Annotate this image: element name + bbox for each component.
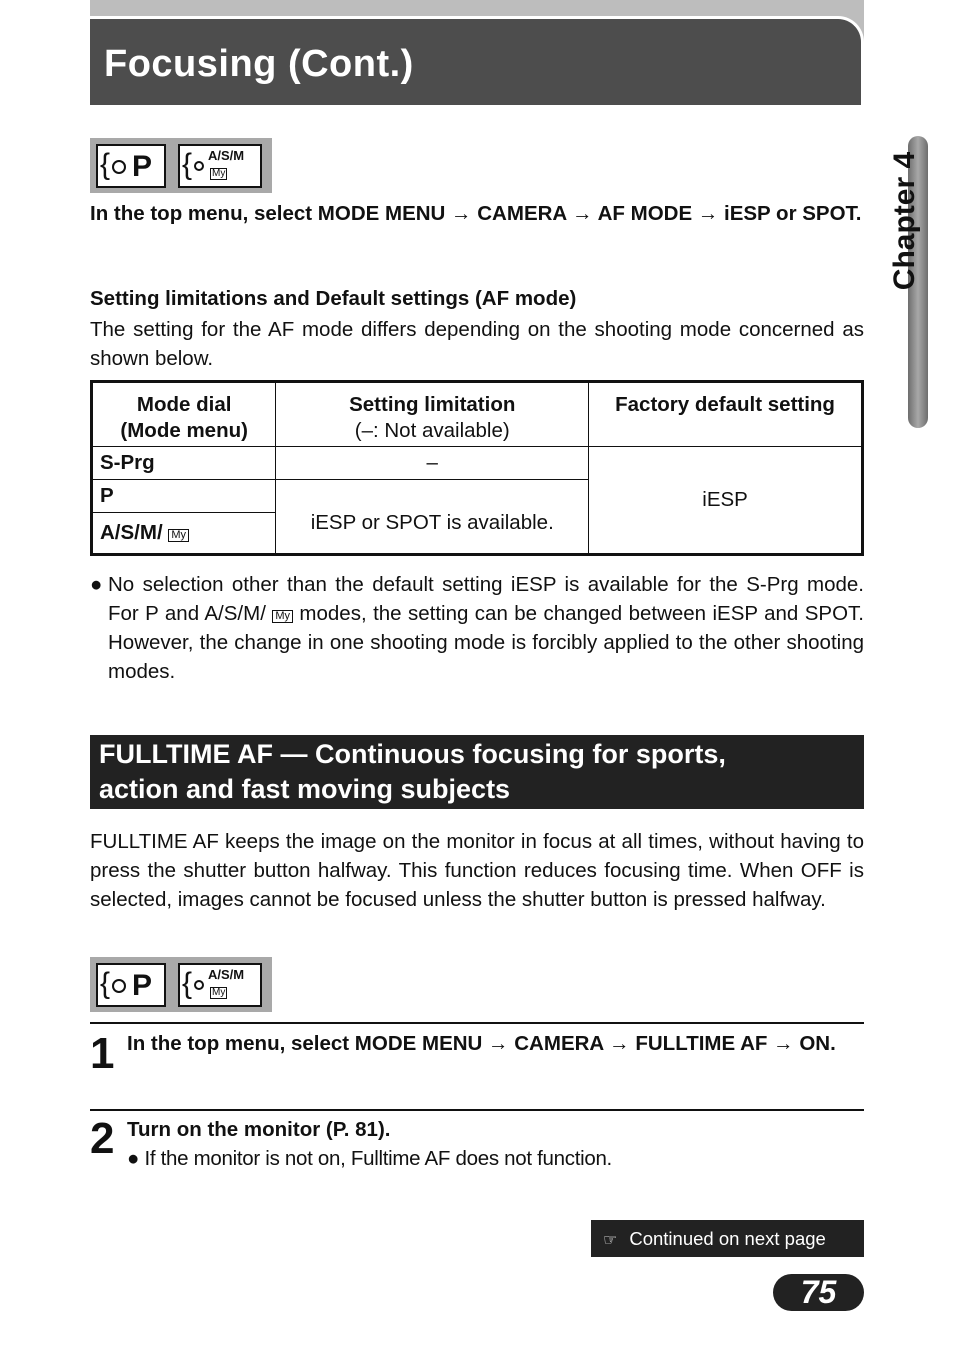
- page-number: 75: [773, 1274, 864, 1311]
- row-mode-sprg: S-Prg: [92, 447, 276, 480]
- af-mode-table: [90, 380, 864, 556]
- brace-icon: {: [182, 967, 193, 1000]
- p-mode-icon: [96, 144, 166, 188]
- asm-mode-icon: [178, 144, 262, 188]
- row-limit-sprg: –: [276, 447, 589, 480]
- pointing-hand-icon: ☞: [603, 1232, 618, 1249]
- my-mode-icon: My: [212, 987, 226, 998]
- header-factory-default: Factory default setting: [589, 382, 863, 447]
- fulltime-description: FULLTIME AF keeps the image on the monitor in focus at all times, without having to press the shutter button halfway. This function reduces focusing time. When OFF is selected, images cannot be focused unless the shutter button is pressed halfway.: [90, 830, 864, 911]
- circle-icon: [112, 979, 126, 993]
- step-2-number: 2: [90, 1114, 115, 1163]
- asm-mode-icon: [178, 963, 262, 1007]
- circle-icon: [194, 980, 204, 990]
- brace-icon: {: [100, 967, 111, 1000]
- fulltime-heading-line2: action and fast moving subjects: [99, 774, 511, 804]
- default-value-cell: iESP: [589, 447, 863, 555]
- row-mode-asm: [92, 513, 276, 555]
- note-text-part1: No selection other than the default setting iESP is available for the S-Prg mode. For P and A/S/M/: [108, 573, 864, 625]
- continued-text: Continued on next page: [629, 1228, 826, 1249]
- title-bar: [90, 0, 864, 105]
- step-1-text: In the top menu, select MODE MENU → CAMERA → FULLTIME AF → ON.: [127, 1032, 836, 1055]
- step-divider: [90, 1109, 864, 1111]
- limitations-intro: The setting for the AF mode differs depending on the shooting mode concerned as shown below.: [90, 318, 864, 370]
- step-1-number: 1: [90, 1029, 115, 1078]
- row-limit-p-asm: iESP or SPOT is available.: [276, 480, 589, 555]
- header-limitation-line2: (–: Not available): [354, 419, 510, 442]
- header-limitation-line1: Setting limitation: [349, 393, 516, 416]
- step-divider: [90, 1022, 864, 1024]
- limitations-subheading: Setting limitations and Default settings (AF mode): [90, 287, 577, 310]
- mode-dial-icons: [90, 138, 272, 193]
- bullet-icon: ●: [90, 573, 103, 596]
- brace-icon: {: [100, 148, 111, 181]
- mode-dial-icons: [90, 957, 272, 1012]
- note-text-part2: modes, the setting can be changed between iESP and SPOT. However, the change in one shooting mode is forcibly applied to the other shooting modes.: [108, 602, 864, 683]
- header-mode-dial-line1: Mode dial: [136, 393, 232, 416]
- my-mode-icon: My: [212, 168, 226, 179]
- header-setting-limitation: [276, 382, 589, 447]
- brace-icon: {: [182, 148, 193, 181]
- header-mode-dial-line2: (Mode menu): [120, 419, 248, 442]
- my-mode-icon: My: [272, 610, 293, 623]
- af-mode-instruction: In the top menu, select MODE MENU → CAMERA → AF MODE → iESP or SPOT.: [90, 202, 862, 225]
- step-2-note: ● If the monitor is not on, Fulltime AF does not function.: [127, 1147, 612, 1170]
- fulltime-heading-line1: FULLTIME AF — Continuous focusing for sports,: [99, 739, 726, 769]
- p-mode-label: P: [132, 150, 153, 183]
- page-title: Focusing (Cont.): [104, 43, 414, 85]
- continued-banner: [591, 1220, 864, 1257]
- note-text: [108, 570, 864, 686]
- header-mode-dial: [92, 382, 276, 447]
- asm-mode-label: A/S/M: [208, 148, 245, 163]
- asm-mode-label: A/S/M: [208, 967, 245, 982]
- circle-icon: [194, 161, 204, 171]
- af-mode-note: [90, 570, 864, 686]
- chapter-label-wrap: [880, 136, 930, 306]
- step-2-text: Turn on the monitor (P. 81).: [127, 1118, 391, 1141]
- p-mode-icon: [96, 963, 166, 1007]
- row-mode-p: P: [92, 480, 276, 513]
- table-row: [92, 447, 863, 480]
- fulltime-heading: [90, 735, 864, 809]
- chapter-label: Chapter 4: [888, 151, 921, 291]
- row-mode-asm-label: A/S/M/: [100, 521, 163, 544]
- p-mode-label: P: [132, 969, 153, 1002]
- table-header-row: [92, 382, 863, 447]
- title-tab: [90, 16, 864, 105]
- circle-icon: [112, 160, 126, 174]
- my-mode-icon: My: [168, 529, 189, 542]
